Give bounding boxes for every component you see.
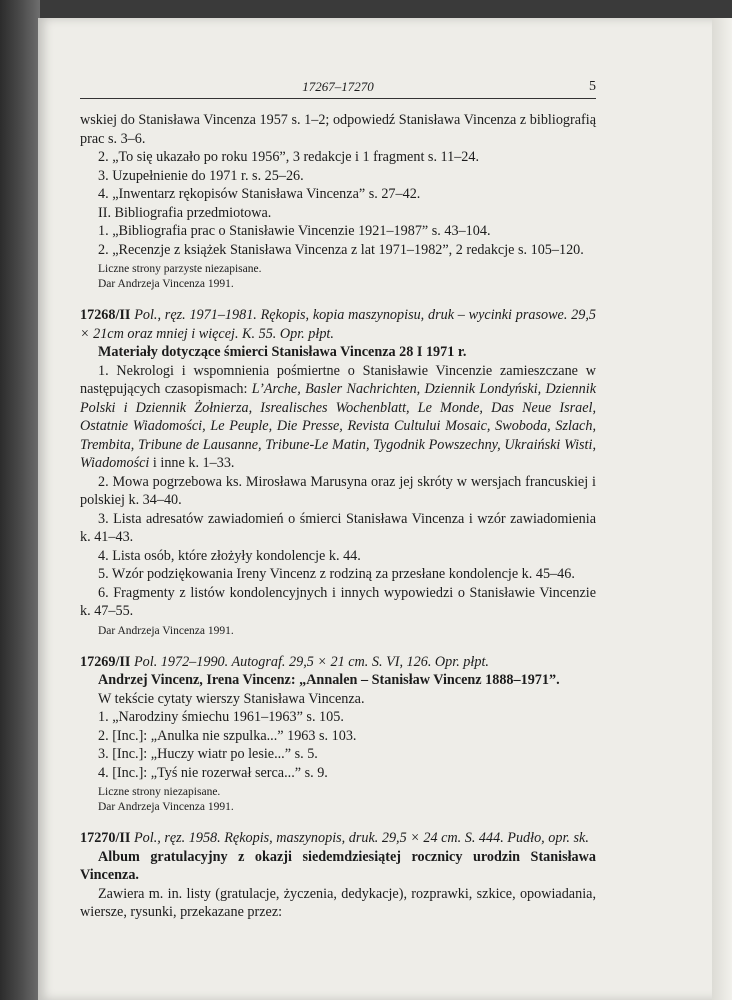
item-text: i inne k. 1–33. [149,455,235,471]
intro-line: wskiej do Stanisława Vincenza 1957 s. 1–2; odpowiedź Stanisława Vincenza z bibliografią prac s. 3–6. [80,112,596,147]
entry-header-17269 [80,653,596,672]
intro-line: II. Bibliografia przedmiotowa. [98,204,272,221]
intro-line: 2. „Recenzje z książek Stanisława Vincenza z lat 1971–1982”, 2 redakcje s. 105–120. [98,241,584,258]
intro-line: 3. Uzupełnienie do 1971 r. s. 25–26. [98,167,304,184]
entry-number: 17269/II [80,653,131,670]
entry-item: 5. Wzór podziękowania Ireny Vincenz z rodziną za przesłane kondolencje k. 45–46. [98,566,575,582]
entry-item: 1. „Narodziny śmiechu 1961–1963” s. 105. [98,709,344,725]
running-title: 17267–17270 [302,79,374,94]
item-text: 1. Nekrologi i wspomnienia pośmiertne o Stanisławie Vincenzie zamieszczane w następujących czasopismach: [80,362,596,397]
entry-text: Zawiera m. in. listy (gratulacje, życzenia, dedykacje), rozprawki, szkice, opowiadania, wiersze, rysunki, przekazane przez: [80,885,596,920]
note: Liczne strony parzyste niezapisane. [98,263,262,275]
note: Liczne strony niezapisane. [98,786,221,798]
entry-description: Pol., ręz. 1958. Rękopis, maszynopis, druk. 29,5 × 24 cm. S. 444. Pudło, opr. sk. [134,830,589,846]
entry-item: 4. [Inc.]: „Tyś nie rozerwał serca...” s. 9. [98,764,328,781]
entry-header-17268 [80,306,596,343]
page-number: 5 [589,79,596,94]
intro-line: 4. „Inwentarz rękopisów Stanisława Vincenza” s. 27–42. [98,186,421,202]
entry-item: 3. Lista adresatów zawiadomień o śmierci Stanisława Vincenza i wzór zawiadomienia k. 41–43. [80,510,596,545]
entry-header-17270 [80,829,596,848]
page-content [80,78,596,922]
note: Dar Andrzeja Vincenza 1991. [98,801,234,813]
entry-item: 6. Fragmenty z listów kondolencyjnych i innych wypowiedzi o Stanisławie Vincenzie k. 47–55. [80,584,596,619]
entry-number: 17270/II [80,830,131,846]
entry-item: 3. [Inc.]: „Huczy wiatr po lesie...” s. 5. [98,746,318,762]
entry-title: Andrzej Vincenz, Irena Vincenz: „Annalen – Stanisław Vincenz 1888–1971”. [98,672,560,688]
entry-title: Album gratulacyjny z okazji siedemdziesiątej rocznicy urodzin Stanisława Vincenza. [80,848,596,883]
entry-description: Pol. 1972–1990. Autograf. 29,5 × 21 cm. S. VI, 126. Opr. płpt. [134,653,489,670]
entry-description: Pol., ręz. 1971–1981. Rękopis, kopia maszynopisu, druk – wycinki prasowe. 29,5 × 21cm oraz mniej i więcej. K. 55. Opr. płpt. [80,307,596,342]
entry-title: Materiały dotyczące śmierci Stanisława Vincenza 28 I 1971 r. [98,344,467,360]
entry-intro: W tekście cytaty wierszy Stanisława Vincenza. [98,690,365,707]
intro-line: 2. „To się ukazało po roku 1956”, 3 redakcje i 1 fragment s. 11–24. [98,149,480,165]
running-header [80,78,596,99]
intro-line: 1. „Bibliografia prac o Stanisławie Vincenzie 1921–1987” s. 43–104. [98,223,491,239]
entry-item: 4. Lista osób, które złożyły kondolencje k. 44. [98,547,361,564]
note: Dar Andrzeja Vincenza 1991. [98,624,234,637]
entry-item: 2. Mowa pogrzebowa ks. Mirosława Marusyna oraz jej skróty w wersjach francuskiej i polskiej k. 34–40. [80,473,596,508]
page-edge [712,18,732,1000]
journal-list: L’Arche, Basler Nachrichten, Dziennik Londyński, Dziennik Polski i Dziennik Żołnierza, Isrealisches Wochenblatt, Le Monde, Das Neue Israel, Ostatnie Wiadomości, Le Peuple, Die Presse, Revista Cultului Mosaic, Swoboda, Szlach, Trembita, Tribune de Lausanne, Tribune-Le Matin, Tygodnik Powszechny, Ukraiński Wisti, Wiadomości [80,381,596,471]
note: Dar Andrzeja Vincenza 1991. [98,278,234,290]
entry-item [80,362,596,473]
entry-item: 2. [Inc.]: „Anulka nie szpulka...” 1963 s. 103. [98,727,357,744]
book-binding [0,0,40,1000]
entry-number: 17268/II [80,307,131,323]
